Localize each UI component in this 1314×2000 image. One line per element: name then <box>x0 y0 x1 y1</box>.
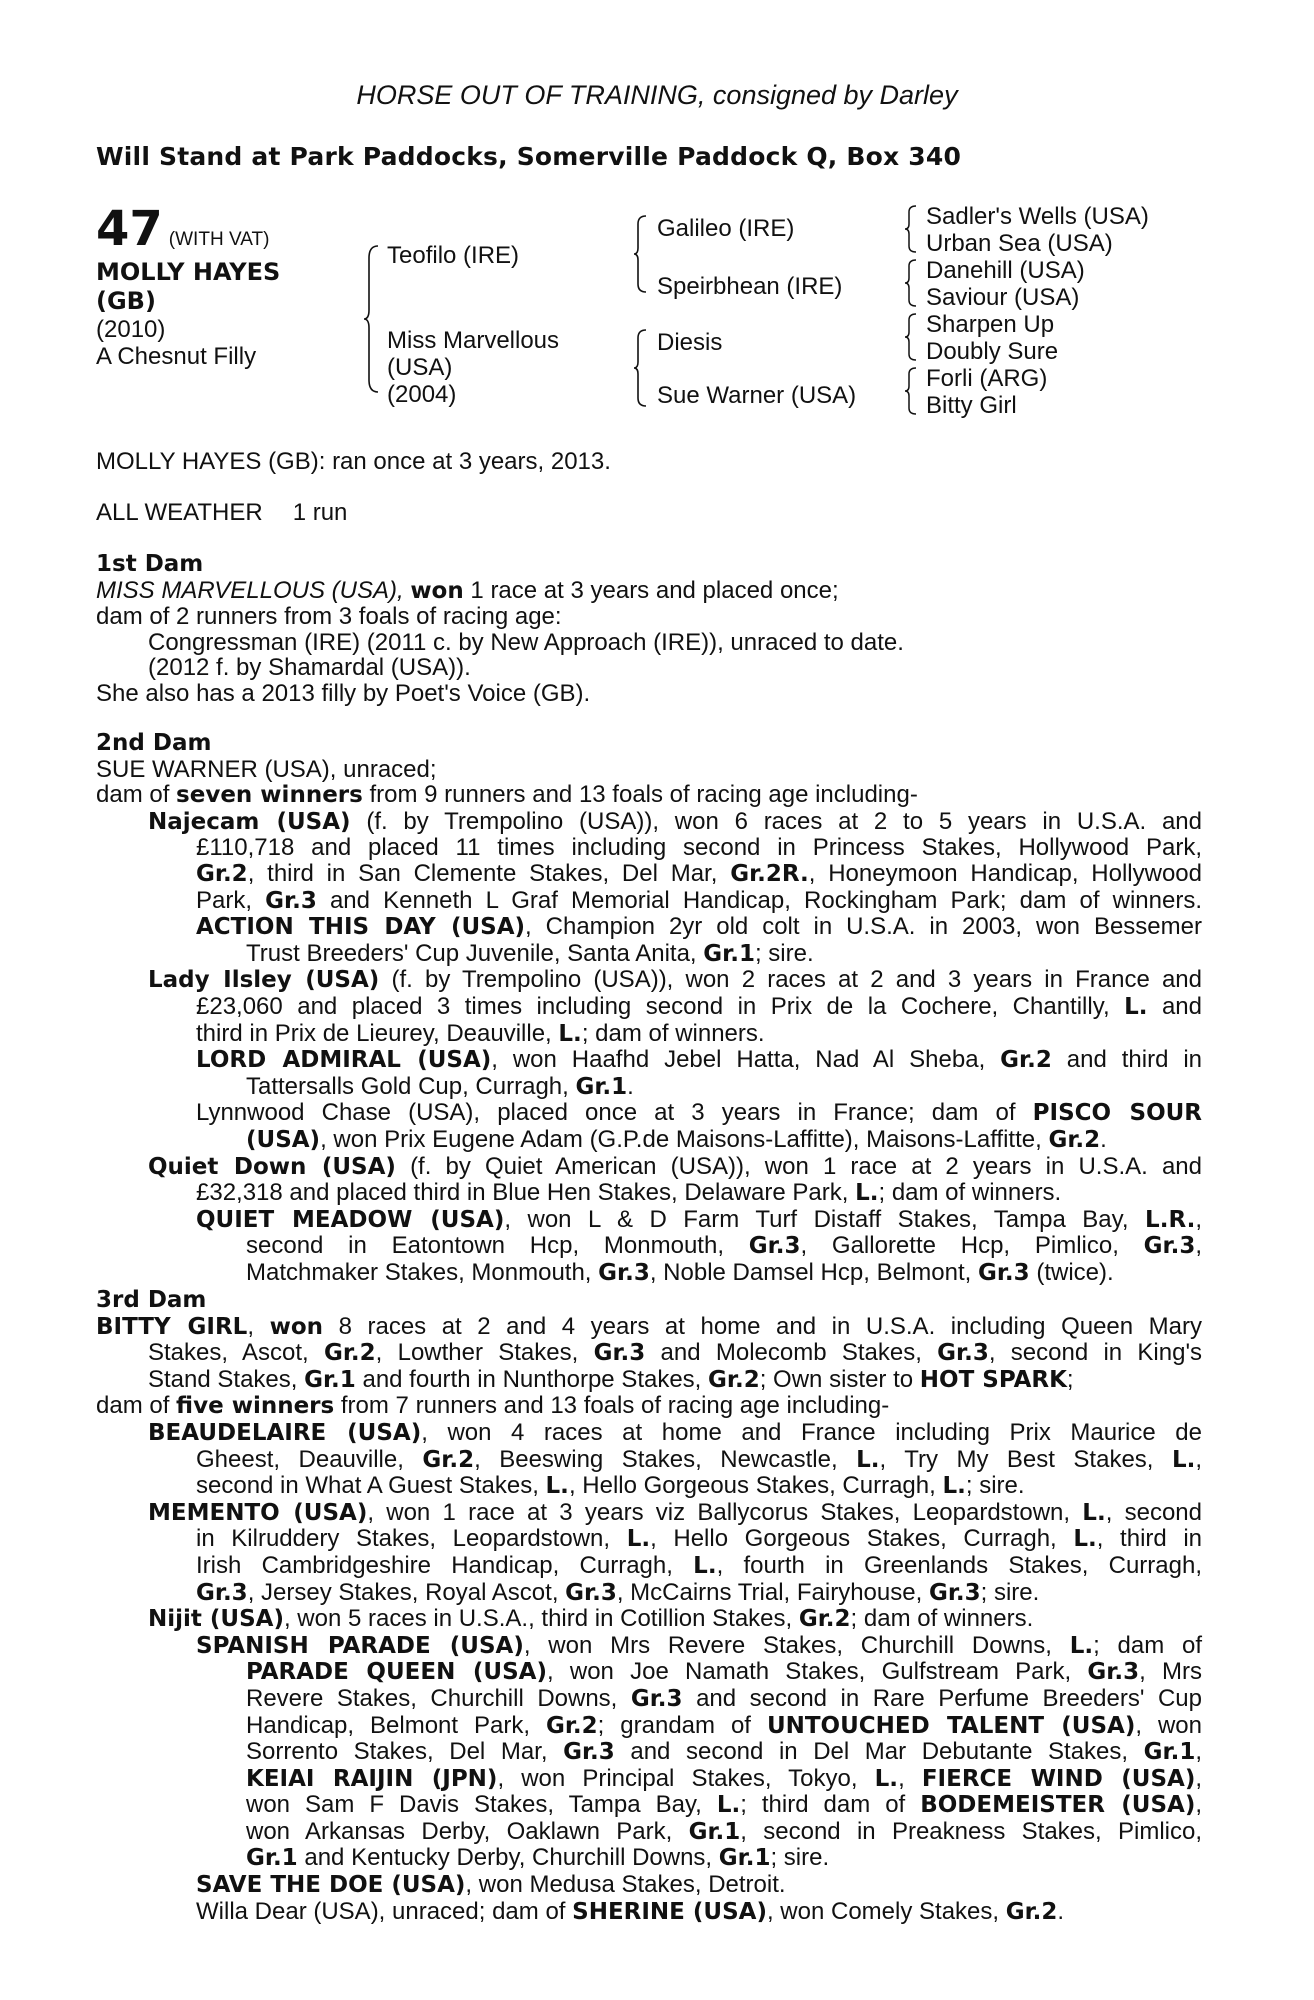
text: , <box>247 1312 255 1340</box>
second-dam-line-2 <box>96 782 1202 809</box>
first-dam-line-5: She also has a 2013 filly by Poet's Voice (GB). <box>96 679 591 707</box>
grade: L. <box>716 1792 741 1819</box>
grade: L. <box>1069 1632 1094 1659</box>
progeny-name: SPANISH PARADE (USA) <box>196 1632 524 1659</box>
grade: Gr.2 <box>545 1712 598 1739</box>
second-dam-line-4: £110,718 and placed 11 times including second in Princess Stakes, Hollywood Park, <box>196 834 1202 862</box>
surface-runs: 1 run <box>292 499 348 526</box>
second-dam-line-11 <box>96 1021 1202 1048</box>
grade: Gr.3 <box>1087 1659 1140 1686</box>
third-dam-section <box>96 1288 1202 1925</box>
text: and third in <box>1066 1046 1203 1074</box>
third-dam-line-17 <box>96 1739 1202 1766</box>
second-dam-section <box>96 731 1202 1286</box>
text: and second in Del Mar Debutante Stakes, <box>630 1738 1129 1766</box>
progeny-name: KEIAI RAIJIN (JPN) <box>246 1765 498 1792</box>
third-dam-line-15 <box>96 1686 1202 1713</box>
vat-note: (WITH VAT) <box>168 229 270 250</box>
grade: L. <box>1124 993 1148 1020</box>
text: won Arkansas Derby, Oaklawn Park, <box>246 1817 673 1845</box>
text: Trust Breeders' Cup Juvenile, Santa Anita, <box>246 939 697 967</box>
text: ; sire. <box>965 1472 1025 1500</box>
horse-description: A Chesnut Filly <box>96 343 257 370</box>
grade: L. <box>856 1446 880 1473</box>
second-dam-line-10 <box>96 994 1202 1021</box>
highlight: seven winners <box>176 782 363 809</box>
progeny-name: ACTION THIS DAY (USA) <box>196 914 526 941</box>
pedigree-brace-ggp2 <box>904 258 918 308</box>
text: (f. by Quiet American (USA)), won 1 race at 2 years in U.S.A. and <box>410 1152 1202 1180</box>
third-dam-line-13 <box>96 1633 1202 1660</box>
text: , <box>1195 1232 1203 1260</box>
grade: L. <box>558 1020 582 1047</box>
pedigree-brace-ggp3 <box>904 312 918 362</box>
text: , won Comely Stakes, <box>766 1897 1000 1925</box>
grade: L. <box>1073 1526 1097 1553</box>
text: , <box>1195 1791 1202 1819</box>
text: , won Mrs Revere Stakes, Churchill Downs, <box>523 1631 1052 1659</box>
text: ; dam of winners. <box>850 1605 1034 1633</box>
pedigree-brace-dam <box>632 328 648 408</box>
dam-name: MISS MARVELLOUS (USA), <box>96 576 404 604</box>
text: ; sire. <box>754 939 814 967</box>
pedigree-sire-sire: Galileo (IRE) <box>657 215 795 242</box>
third-dam-line-11 <box>96 1580 1202 1607</box>
text: , third in <box>1096 1525 1203 1553</box>
text: , <box>1195 1205 1202 1233</box>
text: , second in Preakness Stakes, Pimlico, <box>740 1817 1202 1845</box>
grade: L.R. <box>1145 1206 1196 1233</box>
second-dam-line-9 <box>96 967 1202 994</box>
grade: Gr.2 <box>323 1340 376 1367</box>
text: and Kentucky Derby, Churchill Downs, <box>304 1844 713 1872</box>
first-dam-line-4: (2012 f. by Shamardal (USA)). <box>148 654 471 682</box>
text: Irish Cambridgeshire Handicap, Curragh, <box>196 1551 673 1579</box>
grade: Gr.3 <box>565 1579 617 1606</box>
first-dam-line-1 <box>96 578 1202 605</box>
text: Stand Stakes, <box>148 1365 298 1393</box>
first-dam-line-3: Congressman (IRE) (2011 c. by New Approach (IRE)), unraced to date. <box>148 628 904 656</box>
second-dam-line-3 <box>96 809 1202 836</box>
progeny-name: Najecam (USA) <box>148 808 351 835</box>
grade: Gr.2 <box>422 1446 475 1473</box>
grade: Gr.2 <box>708 1366 760 1393</box>
grade: Gr.3 <box>593 1340 646 1367</box>
grade: L. <box>855 1180 879 1207</box>
text: Stakes, Ascot, <box>148 1339 309 1367</box>
pedigree-sire-dam: Speirbhean (IRE) <box>657 273 843 300</box>
text: , McCairns Trial, Fairyhouse, <box>616 1578 923 1606</box>
text: ; Own sister to <box>759 1365 914 1393</box>
text: and fourth in Nunthorpe Stakes, <box>362 1365 702 1393</box>
grade: Gr.3 <box>977 1259 1030 1286</box>
grade: Gr.2 <box>1048 1126 1101 1153</box>
text: , <box>898 1764 905 1792</box>
grade: Gr.3 <box>265 887 317 914</box>
progeny-name: HOT SPARK <box>919 1366 1067 1393</box>
progeny-name: Lady Ilsley (USA) <box>148 967 380 994</box>
third-dam-line-16 <box>96 1713 1202 1740</box>
pedigree-dam-line1: Miss Marvellous <box>387 327 560 354</box>
lot-number: 47 <box>96 201 163 257</box>
third-dam-title: 3rd Dam <box>96 1287 207 1313</box>
second-dam-title: 2nd Dam <box>96 730 212 756</box>
progeny-name: BODEMEISTER (USA) <box>920 1792 1196 1819</box>
grade: Gr.3 <box>928 1579 981 1606</box>
text: , won 4 races at home and France including Prix Maurice de <box>421 1418 1202 1446</box>
text: , won 5 races in U.S.A., third in Cotillion Stakes, <box>283 1605 793 1633</box>
text: , Hello Gorgeous Stakes, Curragh, <box>568 1472 936 1500</box>
lot-number-block <box>96 201 270 257</box>
foaling-year: (2010) <box>96 316 166 343</box>
grade: Gr.3 <box>937 1340 989 1367</box>
third-dam-line-19 <box>96 1792 1202 1819</box>
text: Lynnwood Chase (USA), placed once at 3 years in France; dam of <box>196 1099 1016 1127</box>
text: , won Medusa Stakes, Detroit. <box>465 1871 786 1899</box>
first-dam-line-2: dam of 2 runners from 3 foals of racing age: <box>96 603 562 631</box>
grade: Gr.1 <box>246 1845 298 1872</box>
text: , <box>1195 1738 1202 1766</box>
second-dam-line-7 <box>96 914 1202 941</box>
text: , Try My Best Stakes, <box>879 1445 1154 1473</box>
third-dam-line-22 <box>96 1872 1202 1899</box>
surface-record <box>96 500 347 526</box>
text: (twice). <box>1036 1258 1114 1286</box>
second-dam-line-15 <box>96 1127 1202 1154</box>
text: ; dam of winners. <box>581 1019 765 1047</box>
text: , Champion 2yr old colt in U.S.A. in 2003, won Bessemer <box>525 913 1202 941</box>
third-dam-line-6 <box>96 1447 1202 1474</box>
grade: Gr.2 <box>196 860 248 887</box>
progeny-name: (USA) <box>246 1126 321 1153</box>
highlight: five winners <box>176 1393 335 1420</box>
grade: Gr.1 <box>688 1818 741 1845</box>
grade: Gr.2 <box>798 1606 851 1633</box>
grade: Gr.1 <box>1143 1739 1196 1766</box>
second-dam-line-18 <box>96 1207 1202 1234</box>
text: , won 1 race at 3 years viz Ballycorus Stakes, Leopardstown, <box>367 1498 1071 1526</box>
won-label: won <box>269 1313 324 1340</box>
text: ; sire. <box>770 1844 830 1872</box>
text: . <box>1100 1125 1107 1153</box>
text: Park, <box>196 886 253 914</box>
text: ; third dam of <box>740 1791 906 1819</box>
text: ; <box>1066 1365 1074 1393</box>
grade: L. <box>874 1765 899 1792</box>
text: and Molecomb Stakes, <box>660 1339 922 1367</box>
text: and Kenneth L Graf Memorial Handicap, Rockingham Park; dam of winners. <box>329 886 1202 914</box>
text: , Mrs <box>1139 1658 1202 1686</box>
text: , Honeymoon Handicap, Hollywood <box>808 859 1203 887</box>
progeny-name: Nijit (USA) <box>148 1606 284 1633</box>
text: , won Prix Eugene Adam (G.P.de Maisons-Laffitte), Maisons-Laffitte, <box>320 1125 1042 1153</box>
third-dam-line-7 <box>96 1473 1202 1500</box>
second-dam-line-14 <box>96 1100 1202 1127</box>
grade: Gr.1 <box>304 1366 356 1393</box>
second-dam-line-8 <box>96 941 1202 968</box>
surface-label: ALL WEATHER <box>96 499 263 526</box>
text: Willa Dear (USA), unraced; dam of <box>196 1897 566 1925</box>
horse-info <box>96 316 256 370</box>
second-dam-line-17 <box>96 1180 1202 1207</box>
grade: Gr.2R. <box>730 860 809 887</box>
pedigree-brace-ggp1 <box>904 204 918 254</box>
grade: L. <box>626 1526 651 1553</box>
grade: L. <box>693 1552 717 1579</box>
text: 8 races at 2 and 4 years at home and in U.S.A. including Queen Mary <box>338 1312 1203 1340</box>
third-dam-line-12 <box>96 1606 1202 1633</box>
second-dam-line-12 <box>96 1047 1202 1074</box>
pedigree-brace-main <box>362 244 380 394</box>
progeny-name: SAVE THE DOE (USA) <box>196 1872 466 1899</box>
third-dam-line-5 <box>96 1420 1202 1447</box>
text: third in Prix de Lieurey, Deauville, <box>196 1019 552 1047</box>
grade: L. <box>1082 1499 1106 1526</box>
pedigree-dam-line2: (USA) <box>387 354 453 381</box>
text: Tattersalls Gold Cup, Curragh, <box>246 1072 569 1100</box>
second-dam-line-16 <box>96 1154 1202 1181</box>
pedigree-ggp-4: Saviour (USA) <box>926 284 1080 311</box>
text: . <box>1057 1897 1065 1925</box>
grade: L. <box>942 1473 966 1500</box>
text: , <box>1195 1445 1203 1473</box>
text: and second in Rare Perfume Breeders' Cup <box>696 1684 1202 1712</box>
grade: Gr.3 <box>748 1233 801 1260</box>
won-label: won <box>410 577 464 604</box>
horse-name <box>96 258 326 316</box>
text: Handicap, Belmont Park, <box>246 1711 531 1739</box>
race-record-summary: MOLLY HAYES (GB): ran once at 3 years, 2013. <box>96 448 611 475</box>
page-title: HORSE OUT OF TRAINING, consigned by Darley <box>356 80 958 110</box>
text: in Kilruddery Stakes, Leopardstown, <box>196 1525 611 1553</box>
text: , won Haafhd Jebel Hatta, Nad Al Sheba, <box>491 1046 986 1074</box>
grade: Gr.1 <box>718 1845 771 1872</box>
text: , Gallorette Hcp, Pimlico, <box>800 1232 1119 1260</box>
text: , Jersey Stakes, Royal Ascot, <box>247 1578 559 1606</box>
text: (f. by Trempolino (USA)), won 2 races at 2 and 3 years in France and <box>391 966 1203 994</box>
progeny-name: FIERCE WIND (USA) <box>921 1765 1196 1792</box>
grade: Gr.2 <box>1005 1898 1058 1925</box>
text: , Lowther Stakes, <box>375 1339 579 1367</box>
text: ; sire. <box>980 1578 1040 1606</box>
text: (f. by Trempolino (USA)), won 6 races at 2 to 5 years in U.S.A. and <box>366 807 1203 835</box>
progeny-name: LORD ADMIRAL (USA) <box>196 1047 492 1074</box>
dam-name: BITTY GIRL <box>96 1313 248 1340</box>
text: Revere Stakes, Churchill Downs, <box>246 1684 618 1712</box>
text: , Beeswing Stakes, Newcastle, <box>474 1445 838 1473</box>
text: second in What A Guest Stakes, <box>196 1472 539 1500</box>
progeny-name: UNTOUCHED TALENT (USA) <box>766 1712 1136 1739</box>
second-dam-line-20 <box>96 1260 1202 1287</box>
third-dam-line-14 <box>96 1659 1202 1686</box>
pedigree-ggp-6: Doubly Sure <box>926 338 1059 365</box>
pedigree-dam <box>387 327 559 408</box>
pedigree-ggp <box>926 203 1149 419</box>
pedigree-ggp-8: Bitty Girl <box>926 392 1017 419</box>
grade: Gr.1 <box>703 940 755 967</box>
grade: Gr.3 <box>630 1685 683 1712</box>
third-dam-line-8 <box>96 1500 1202 1527</box>
text: Gheest, Deauville, <box>196 1445 404 1473</box>
progeny-name: Quiet Down (USA) <box>148 1153 396 1180</box>
progeny-name: SHERINE (USA) <box>572 1898 767 1925</box>
pedigree-dam-dam: Sue Warner (USA) <box>657 382 857 409</box>
text: second in Eatontown Hcp, Monmouth, <box>246 1232 724 1260</box>
third-dam-line-2 <box>96 1340 1202 1367</box>
text: 1 race at 3 years and placed once; <box>470 576 839 604</box>
text: , second <box>1105 1498 1203 1526</box>
third-dam-line-21 <box>96 1845 1202 1872</box>
second-dam-line-13 <box>96 1074 1202 1101</box>
first-dam-title: 1st Dam <box>96 551 204 577</box>
pedigree-dam-line3: (2004) <box>387 381 457 408</box>
text: , won Joe Namath Stakes, Gulfstream Park, <box>546 1658 1072 1686</box>
text: from 7 runners and 13 foals of racing age including- <box>340 1392 890 1420</box>
grade: Gr.3 <box>598 1259 650 1286</box>
text: , won <box>1135 1711 1203 1739</box>
text: , <box>1195 1764 1203 1792</box>
second-dam-line-5 <box>96 861 1202 888</box>
text: , third in San Clemente Stakes, Del Mar, <box>247 859 718 887</box>
pedigree-ggp-5: Sharpen Up <box>926 311 1055 338</box>
pedigree-ggp-3: Danehill (USA) <box>926 257 1085 284</box>
text: dam of <box>96 1392 170 1420</box>
pedigree-ggp-2: Urban Sea (USA) <box>926 230 1113 257</box>
grade: Gr.2 <box>1000 1047 1052 1074</box>
pedigree-brace-sire <box>632 214 648 294</box>
text: ; dam of <box>1093 1631 1203 1659</box>
text: , second in King's <box>988 1339 1203 1367</box>
text: Sorrento Stakes, Del Mar, <box>246 1738 548 1766</box>
grade: Gr.1 <box>575 1073 628 1100</box>
text: £32,318 and placed third in Blue Hen Stakes, Delaware Park, <box>196 1179 849 1207</box>
grade: Gr.3 <box>196 1579 248 1606</box>
text: , Hello Gorgeous Stakes, Curragh, <box>650 1525 1057 1553</box>
third-dam-line-1 <box>96 1314 1202 1341</box>
stand-location: Will Stand at Park Paddocks, Somerville Paddock Q, Box 340 <box>96 142 962 171</box>
text: Matchmaker Stakes, Monmouth, <box>246 1258 592 1286</box>
grade: L. <box>545 1473 569 1500</box>
horse-name-line1: MOLLY HAYES <box>96 258 281 286</box>
third-dam-line-23 <box>96 1899 1202 1926</box>
second-dam-line-19 <box>96 1233 1202 1260</box>
text: . <box>627 1072 634 1100</box>
grade: L. <box>1171 1446 1196 1473</box>
text: and <box>1161 992 1202 1020</box>
text: dam of <box>96 781 170 809</box>
text: , Noble Damsel Hcp, Belmont, <box>649 1258 972 1286</box>
text: ; dam of winners. <box>878 1179 1062 1207</box>
third-dam-line-3 <box>96 1367 1202 1394</box>
pedigree-dam-sire: Diesis <box>657 329 723 356</box>
horse-name-line2: (GB) <box>96 287 156 315</box>
second-dam-line-1: SUE WARNER (USA), unraced; <box>96 755 437 783</box>
progeny-name: QUIET MEADOW (USA) <box>196 1206 505 1233</box>
text: , fourth in Greenlands Stakes, Curragh, <box>716 1551 1202 1579</box>
second-dam-line-6 <box>96 888 1202 915</box>
grade: Gr.3 <box>563 1739 615 1766</box>
progeny-name: PISCO SOUR <box>1032 1100 1203 1127</box>
text: from 9 runners and 13 foals of racing age including- <box>369 781 918 809</box>
pedigree-brace-ggp4 <box>904 366 918 416</box>
text: £23,060 and placed 3 times including second in Prix de la Cochere, Chantilly, <box>196 992 1110 1020</box>
progeny-name: BEAUDELAIRE (USA) <box>148 1419 422 1446</box>
third-dam-line-9 <box>96 1526 1202 1553</box>
pedigree-ggp-7: Forli (ARG) <box>926 365 1048 392</box>
progeny-name: MEMENTO (USA) <box>148 1499 368 1526</box>
grade: Gr.3 <box>1143 1233 1196 1260</box>
first-dam-section <box>96 552 1202 707</box>
pedigree-ggp-1: Sadler's Wells (USA) <box>926 203 1149 230</box>
third-dam-line-4 <box>96 1393 1202 1420</box>
pedigree-sire: Teofilo (IRE) <box>387 242 520 269</box>
third-dam-line-10 <box>96 1553 1202 1580</box>
progeny-name: PARADE QUEEN (USA) <box>246 1659 547 1686</box>
text: , won Principal Stakes, Tokyo, <box>497 1764 858 1792</box>
text: won Sam F Davis Stakes, Tampa Bay, <box>246 1791 702 1819</box>
third-dam-line-18 <box>96 1766 1202 1793</box>
third-dam-line-20 <box>96 1819 1202 1846</box>
text: , won L & D Farm Turf Distaff Stakes, Tampa Bay, <box>504 1205 1129 1233</box>
text: ; grandam of <box>597 1711 751 1739</box>
